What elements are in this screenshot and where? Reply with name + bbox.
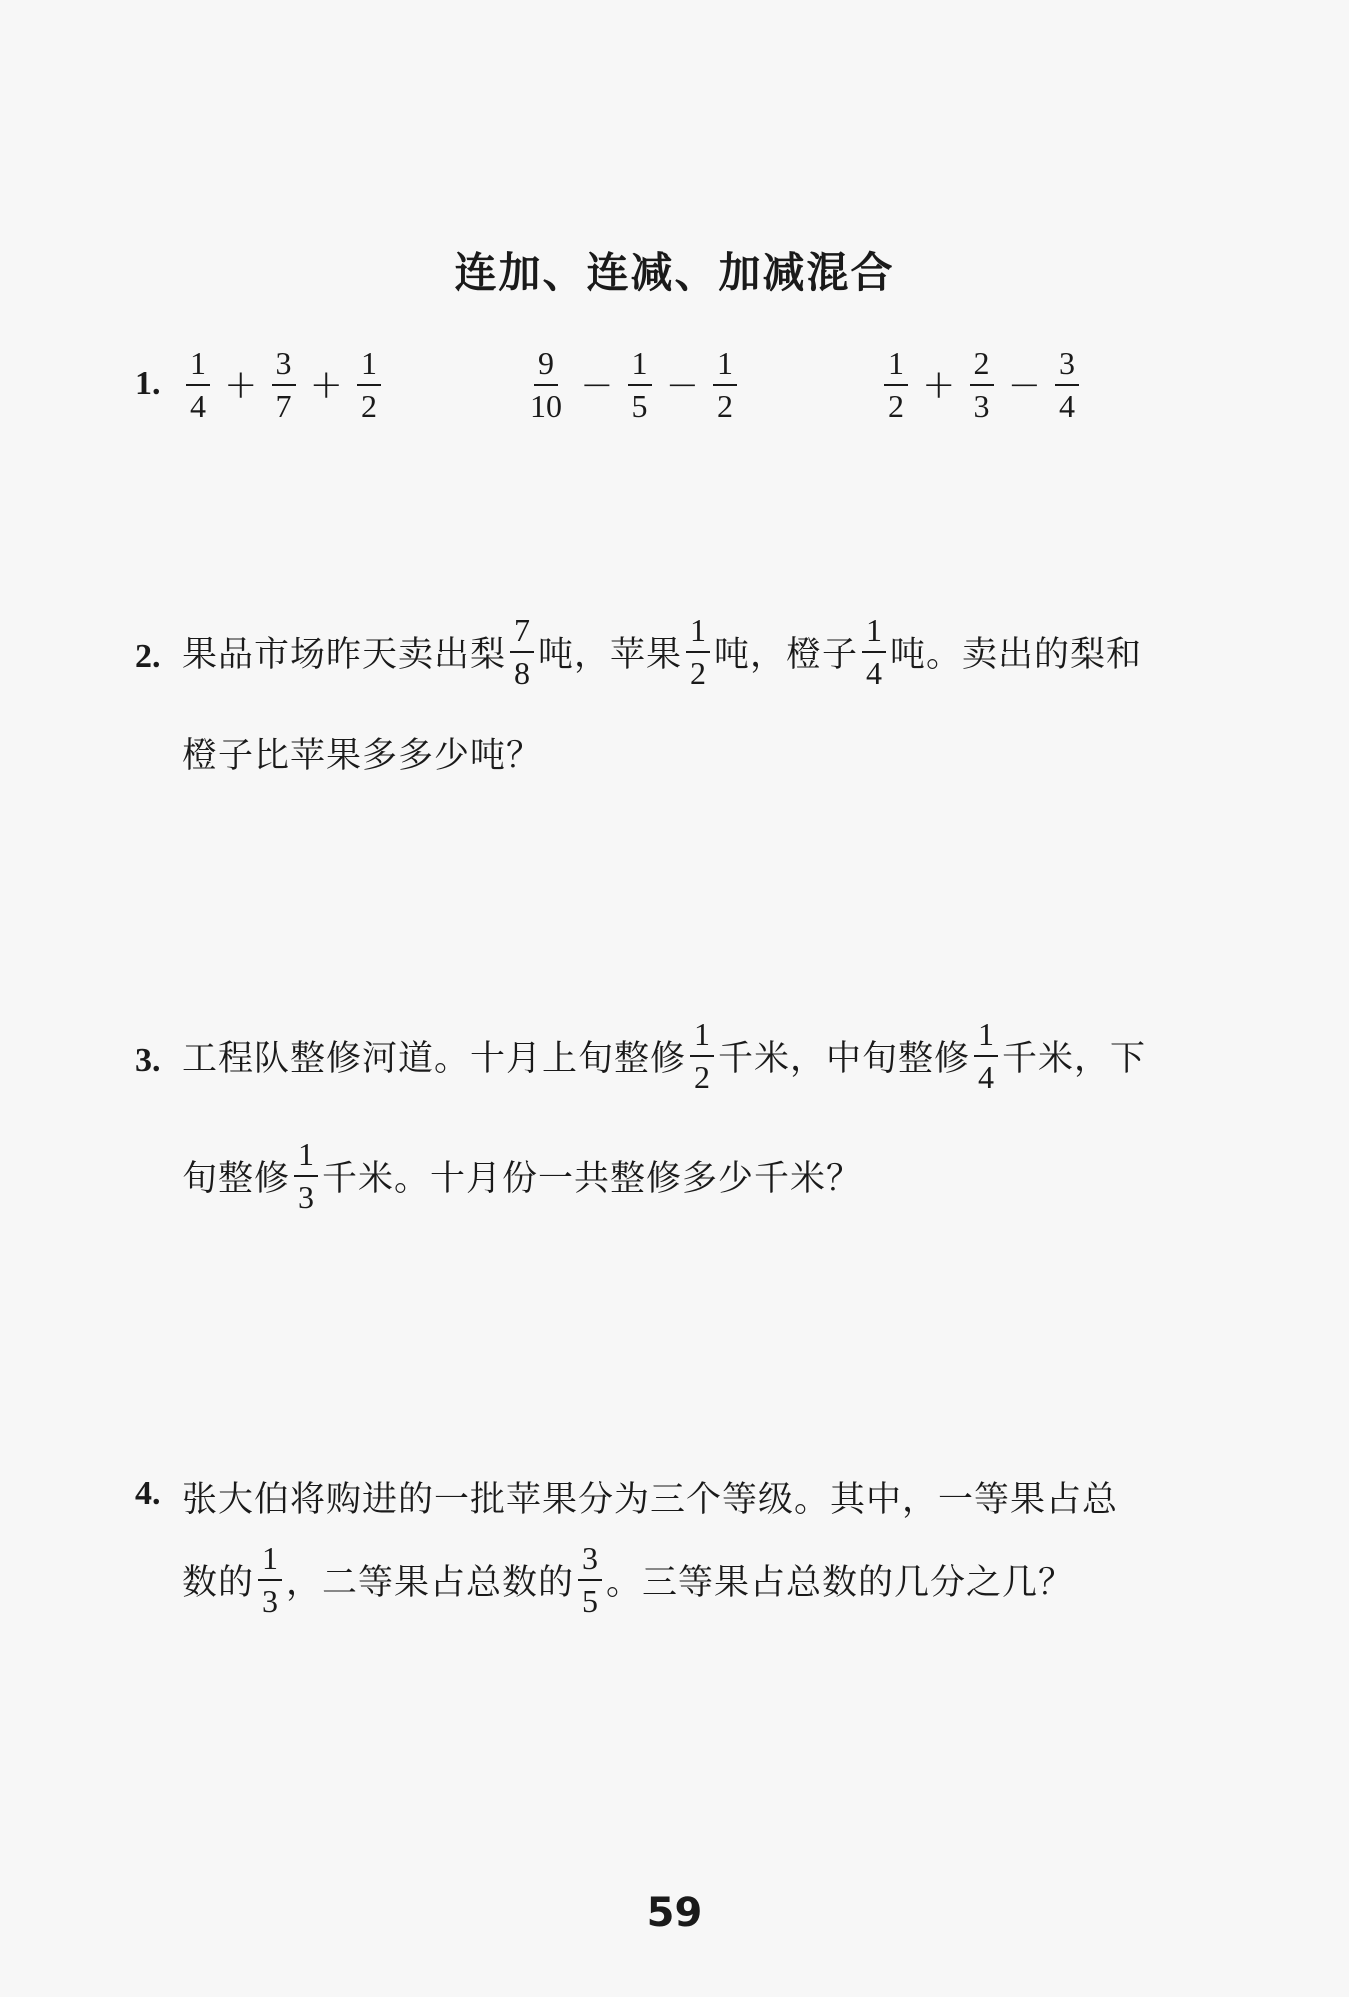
fraction: $\frac{3}{5}$ [578, 1540, 602, 1620]
operator: − [1007, 361, 1042, 408]
fraction: $\frac{9}{10}$ [530, 345, 562, 424]
fraction: $\frac{7}{8}$ [510, 612, 534, 692]
operator: + [224, 361, 258, 408]
operator: + [309, 361, 344, 408]
q3-line-1: 工程队整修河道。十月上旬整修 $\frac{1}{2}$ 千米，中旬整修 $\frac{1}{4}$ 千米，下 [182, 1016, 1147, 1095]
q1-expression-2 [522, 345, 741, 425]
fraction: $\frac{1}{2}$ [884, 345, 908, 425]
page-title: 连加、连减、加减混合 [454, 248, 895, 297]
q2-line-1: 果品市场昨天卖出梨 $\frac{7}{8}$ 吨，苹果 $\frac{1}{2}$ 吨，橙子 $\frac{1}{4}$ 吨。卖出的梨和 [182, 612, 1143, 691]
fraction: $\frac{1}{2}$ [686, 612, 710, 692]
q4-line-2: 数的 $\frac{1}{3}$ ，二等果占总数的 $\frac{3}{5}$ 。三等果占总数的几分之几？ [182, 1540, 1075, 1619]
operator: − [580, 361, 614, 408]
fraction: $\frac{3}{7}$ [272, 345, 296, 425]
fraction: $\frac{1}{4}$ [974, 1016, 998, 1096]
q1-expression-3 [880, 345, 1083, 425]
question-2-number: 2. [135, 638, 161, 675]
operator: − [665, 361, 700, 408]
question-3-number: 3. [135, 1042, 161, 1079]
fraction: $\frac{1}{2}$ [690, 1016, 714, 1096]
q1-expression-1 [182, 345, 385, 425]
fraction: $\frac{1}{3}$ [258, 1540, 282, 1620]
operator: + [922, 361, 956, 408]
q2-line-2: 橙子比苹果多多少吨？ [182, 736, 543, 776]
fraction: $\frac{1}{4}$ [862, 612, 886, 692]
fraction: $\frac{1}{4}$ [186, 345, 210, 425]
fraction: $\frac{1}{2}$ [357, 345, 381, 425]
fraction: $\frac{1}{2}$ [713, 345, 737, 425]
q3-line-2: 旬整修 $\frac{1}{3}$ 千米。十月份一共整修多少千米？ [182, 1136, 863, 1215]
page-number: 59 [646, 1890, 703, 1936]
fraction: $\frac{2}{3}$ [970, 345, 994, 425]
question-1-number: 1. [135, 365, 161, 402]
question-4-number: 4. [135, 1475, 161, 1512]
fraction: $\frac{3}{4}$ [1055, 345, 1079, 425]
fraction: $\frac{1}{3}$ [294, 1136, 318, 1216]
fraction: $\frac{1}{5}$ [628, 345, 652, 425]
q4-line-1: 张大伯将购进的一批苹果分为三个等级。其中，一等果占总 [182, 1480, 1119, 1520]
